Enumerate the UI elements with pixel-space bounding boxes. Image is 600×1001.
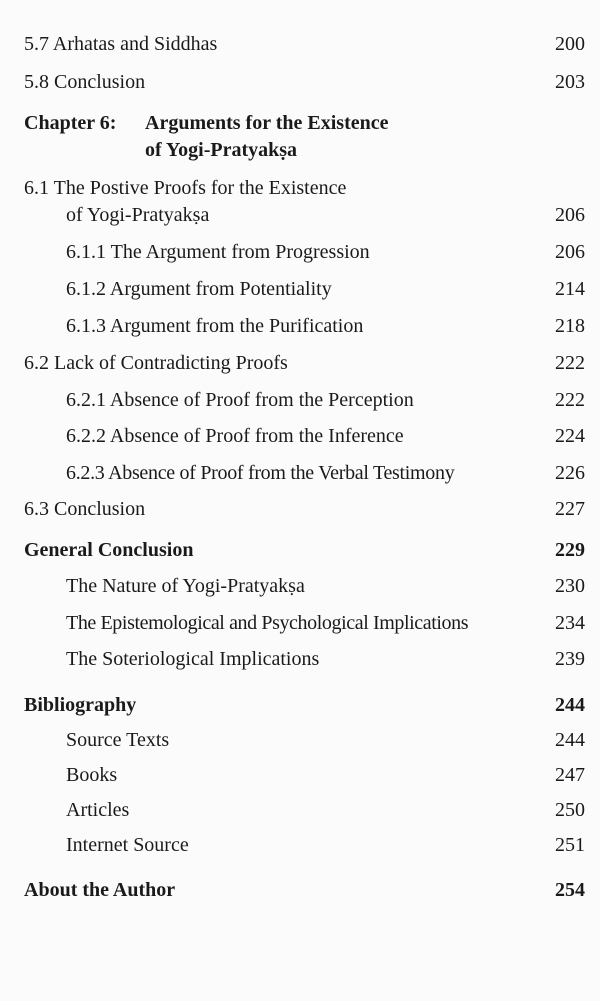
toc-entry-6-1-line2: of Yogi-Pratyakṣa xyxy=(66,204,210,226)
toc-entry-source-texts: Source Texts xyxy=(66,729,170,751)
toc-entry-6-1-line1: 6.1 The Postive Proofs for the Existence xyxy=(24,177,347,199)
toc-entry-gc-soteriological: The Soteriological Implications xyxy=(66,648,320,670)
toc-page-gc-nature: 230 xyxy=(555,575,585,597)
toc-page-5-7: 200 xyxy=(555,33,585,55)
chapter-6-title-line1: Arguments for the Existence xyxy=(145,112,389,134)
bibliography-heading: Bibliography xyxy=(24,694,137,716)
toc-page-6-2-2: 224 xyxy=(555,425,585,447)
toc-page-gc-epistemological: 234 xyxy=(555,612,585,634)
about-author-page: 254 xyxy=(555,879,585,901)
toc-entry-6-1-3: 6.1.3 Argument from the Purification xyxy=(66,315,364,337)
toc-entry-6-2: 6.2 Lack of Contradicting Proofs xyxy=(24,352,288,374)
chapter-6-title-line2: of Yogi-Pratyakṣa xyxy=(145,139,298,161)
toc-page-6-2-3: 226 xyxy=(555,462,585,484)
toc-entry-internet-source: Internet Source xyxy=(66,834,189,856)
general-conclusion-heading: General Conclusion xyxy=(24,539,194,561)
toc-page-6-1-1: 206 xyxy=(555,241,585,263)
toc-page-6-1-2: 214 xyxy=(555,278,585,300)
general-conclusion-page: 229 xyxy=(555,539,585,561)
toc-page-internet-source: 251 xyxy=(555,834,585,856)
toc-page-articles: 250 xyxy=(555,799,585,821)
chapter-6-label: Chapter 6: xyxy=(24,112,117,134)
toc-page-gc-soteriological: 239 xyxy=(555,648,585,670)
toc-entry-6-3: 6.3 Conclusion xyxy=(24,498,146,520)
toc-page-6-2: 222 xyxy=(555,352,585,374)
toc-page-6-2-1: 222 xyxy=(555,389,585,411)
toc-entry-6-1-1: 6.1.1 The Argument from Progression xyxy=(66,241,370,263)
toc-entry-gc-nature: The Nature of Yogi-Pratyakṣa xyxy=(66,575,305,597)
toc-entry-books: Books xyxy=(66,764,118,786)
bibliography-page: 244 xyxy=(555,694,585,716)
toc-entry-6-2-2: 6.2.2 Absence of Proof from the Inference xyxy=(66,425,404,447)
toc-page-books: 247 xyxy=(555,764,585,786)
toc-entry-articles: Articles xyxy=(66,799,130,821)
toc-page-6-3: 227 xyxy=(555,498,585,520)
toc-page-source-texts: 244 xyxy=(555,729,585,751)
toc-page-6-1: 206 xyxy=(555,204,585,226)
toc-entry-6-2-1: 6.2.1 Absence of Proof from the Perception xyxy=(66,389,414,411)
toc-entry-5-8: 5.8 Conclusion xyxy=(24,71,146,93)
toc-entry-6-1-2: 6.1.2 Argument from Potentiality xyxy=(66,278,332,300)
toc-entry-gc-epistemological: The Epistemological and Psychological Implications xyxy=(66,612,469,634)
toc-entry-6-2-3: 6.2.3 Absence of Proof from the Verbal Testimony xyxy=(66,462,455,484)
toc-page-5-8: 203 xyxy=(555,71,585,93)
toc-entry-5-7: 5.7 Arhatas and Siddhas xyxy=(24,33,218,55)
toc-page-6-1-3: 218 xyxy=(555,315,585,337)
about-author-heading: About the Author xyxy=(24,879,176,901)
